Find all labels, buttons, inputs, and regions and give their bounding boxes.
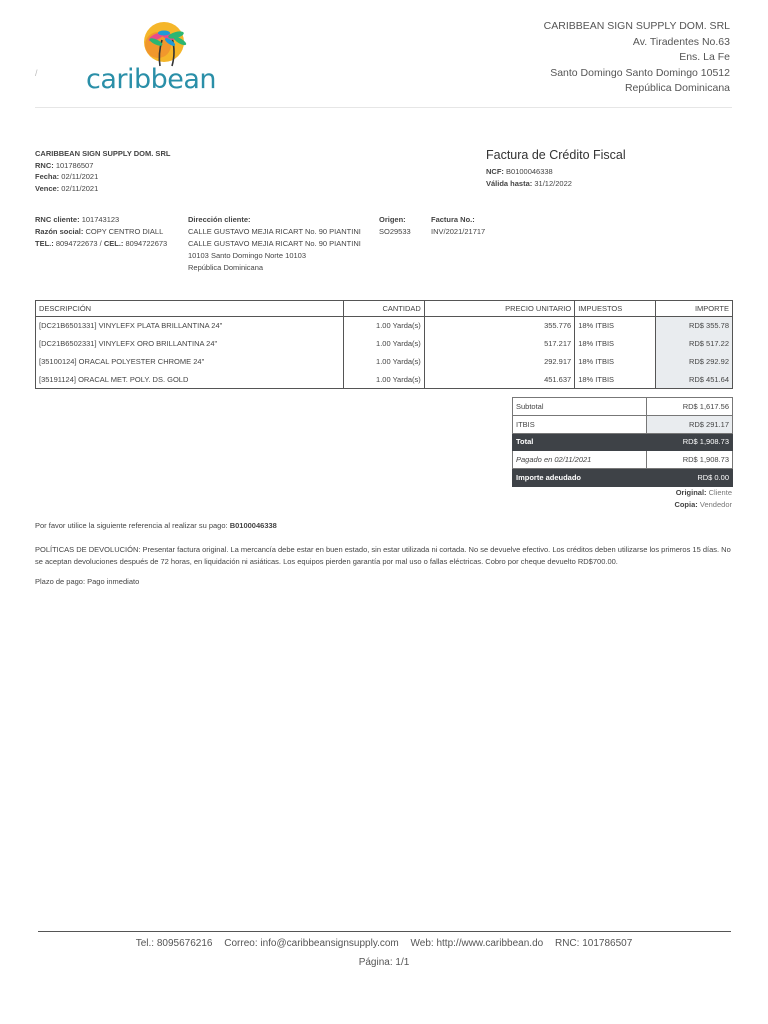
company-address [544,19,730,97]
subtotal-row [513,398,733,416]
header-divider [35,107,732,108]
column-header: PRECIO UNITARIO [424,301,574,317]
total-label: Total [513,433,647,451]
reference-text: Por favor utilice la siguiente referencia al realizar su pago: [35,521,228,530]
line-quantity: 1.00 Yarda(s) [343,317,424,335]
line-amount: RD$ 517.22 [655,335,732,353]
factura-block [431,214,485,238]
origen-value: SO29533 [379,227,411,236]
line-quantity: 1.00 Yarda(s) [343,371,424,389]
client-address-block [188,214,361,274]
origen-label: Origen: [379,215,406,224]
ncf-value: B0100046338 [506,167,553,176]
return-policy: POLÍTICAS DE DEVOLUCIÓN: Presentar factura original. La mercancía debe estar en buen estado, sin estar utilizada ni cortada. No se devuelve efectivo. Los créditos deben utilizarse los primeros 15 días. No se aceptan devoluciones después de 72 horas, en liquidación ni asiáticas. Los equipos pierden garantía por mal uso o fallas eléctricas. Cobro por cheque devuelto RD$700.00. [35,545,731,566]
footer-tel: Tel.: 8095676216 [135,938,213,949]
line-unit-price: 517.217 [424,335,574,353]
client-cel: 8094722673 [125,239,168,248]
issuer-vence-label: Vence: [35,183,60,193]
line-description: [35100124] ORACAL POLYESTER CHROME 24" [36,353,344,371]
column-header: IMPORTE [655,301,732,317]
client-address-line: 10103 Santo Domingo Norte 10103 [188,251,307,260]
total-value: RD$ 1,908.73 [647,433,733,451]
footer-divider [38,931,731,932]
line-description: [35191124] ORACAL MET. POLY. DS. GOLD [36,371,344,389]
palm-sun-icon [84,20,218,70]
column-header: DESCRIPCIÓN [36,301,344,317]
line-description: [DC21B6501331] VINYLEFX PLATA BRILLANTINA 24" [36,317,344,335]
line-amount: RD$ 292.92 [655,353,732,371]
origen-block [379,214,411,238]
paid-value: RD$ 1,908.73 [647,451,733,469]
table-row [36,335,733,353]
line-unit-price: 355.776 [424,317,574,335]
original-label: Original: [675,488,707,497]
issuer-vence: 02/11/2021 [61,183,99,193]
line-quantity: 1.00 Yarda(s) [343,335,424,353]
client-tel-label: TEL.: [35,239,54,248]
copia-label: Copia: [674,499,698,509]
footer-web[interactable]: Web: http://www.caribbean.do [410,938,544,949]
payment-reference [35,521,277,530]
column-header: CANTIDAD [343,301,424,317]
document-title: Factura de Crédito Fiscal [486,148,626,162]
copia-value: Vendedor [699,499,732,509]
factura-label: Factura No.: [431,215,475,224]
company-address-line: Santo Domingo Santo Domingo 10512 [550,66,730,79]
invoice-lines-table [35,300,733,389]
company-address-line: Ens. La Fe [679,51,730,64]
footer-rnc: RNC: 101786507 [554,938,633,949]
totals-table [512,397,733,487]
client-address-line: República Dominicana [188,263,264,272]
company-address-line: República Dominicana [624,82,730,95]
company-address-line: CARIBBEAN SIGN SUPPLY DOM. SRL [543,20,730,32]
page-number: Página: 1/1 [358,957,410,968]
reference-code: B0100046338 [229,521,277,530]
line-tax: 18% ITBIS [575,353,656,371]
valid-value: 31/12/2022 [534,178,572,188]
footer-email[interactable]: Correo: info@caribbeansignsupply.com [224,938,399,949]
line-tax: 18% ITBIS [575,371,656,389]
line-unit-price: 292.917 [424,353,574,371]
mark-icon: / [35,68,38,78]
line-amount: RD$ 355.78 [655,317,732,335]
line-unit-price: 451.637 [424,371,574,389]
client-razon: COPY CENTRO DIALL [85,227,164,236]
line-tax: 18% ITBIS [575,335,656,353]
amount-due-label: Importe adeudado [513,469,647,487]
factura-value: INV/2021/21717 [431,227,486,236]
line-description: [DC21B6502331] VINYLEFX ORO BRILLANTINA 24" [36,335,344,353]
table-header-row [36,301,733,317]
total-row [513,433,733,451]
issuer-rnc: 101786507 [55,160,94,170]
footer-contact [0,938,768,949]
client-address-line: CALLE GUSTAVO MEJIA RICART No. 90 PIANTINI [188,239,361,248]
original-value: Cliente [708,488,732,497]
line-tax: 18% ITBIS [575,317,656,335]
client-block: RNC cliente: 101743123 Razón social: COPY CENTRO DIALL TEL.: 8094722673 / CEL.: 8094722673 [35,215,168,248]
company-address-line: Av. Tiradentes No.63 [632,35,730,48]
table-row [36,353,733,371]
subtotal-label: Subtotal [513,398,647,416]
client-rnc: 101743123 [81,215,120,224]
client-address-line: CALLE GUSTAVO MEJIA RICART No. 90 PIANTINI [188,227,361,236]
issuer-fecha-label: Fecha: [35,172,60,182]
itbis-row [513,415,733,433]
amount-due-row [513,469,733,487]
issuer-block [35,148,170,194]
table-row [36,317,733,335]
itbis-label: ITBIS [513,415,647,433]
valid-label: Válida hasta: [486,178,533,188]
client-address-label: Dirección cliente: [188,215,251,224]
client-razon-label: Razón social: [35,227,84,236]
document-meta [486,166,572,189]
copies-block [674,487,732,510]
client-rnc-label: RNC cliente: [35,215,80,224]
paid-label: Pagado en 02/11/2021 [513,451,647,469]
payment-terms: Plazo de pago: Pago inmediato [35,577,140,586]
itbis-value: RD$ 291.17 [647,415,733,433]
line-amount: RD$ 451.64 [655,371,732,389]
column-header: IMPUESTOS [575,301,656,317]
ncf-label: NCF: [486,167,504,176]
line-quantity: 1.00 Yarda(s) [343,353,424,371]
client-cel-label: CEL.: [103,239,124,248]
table-row [36,371,733,389]
amount-due-value: RD$ 0.00 [647,469,733,487]
issuer-rnc-label: RNC: [35,160,54,170]
issuer-name: CARIBBEAN SIGN SUPPLY DOM. SRL [35,149,171,158]
company-logo [84,20,218,96]
subtotal-value: RD$ 1,617.56 [647,398,733,416]
client-tel: 8094722673 [55,239,98,248]
logo-wordmark: caribbean [85,64,217,95]
issuer-fecha: 02/11/2021 [61,172,99,182]
paid-row [513,451,733,469]
